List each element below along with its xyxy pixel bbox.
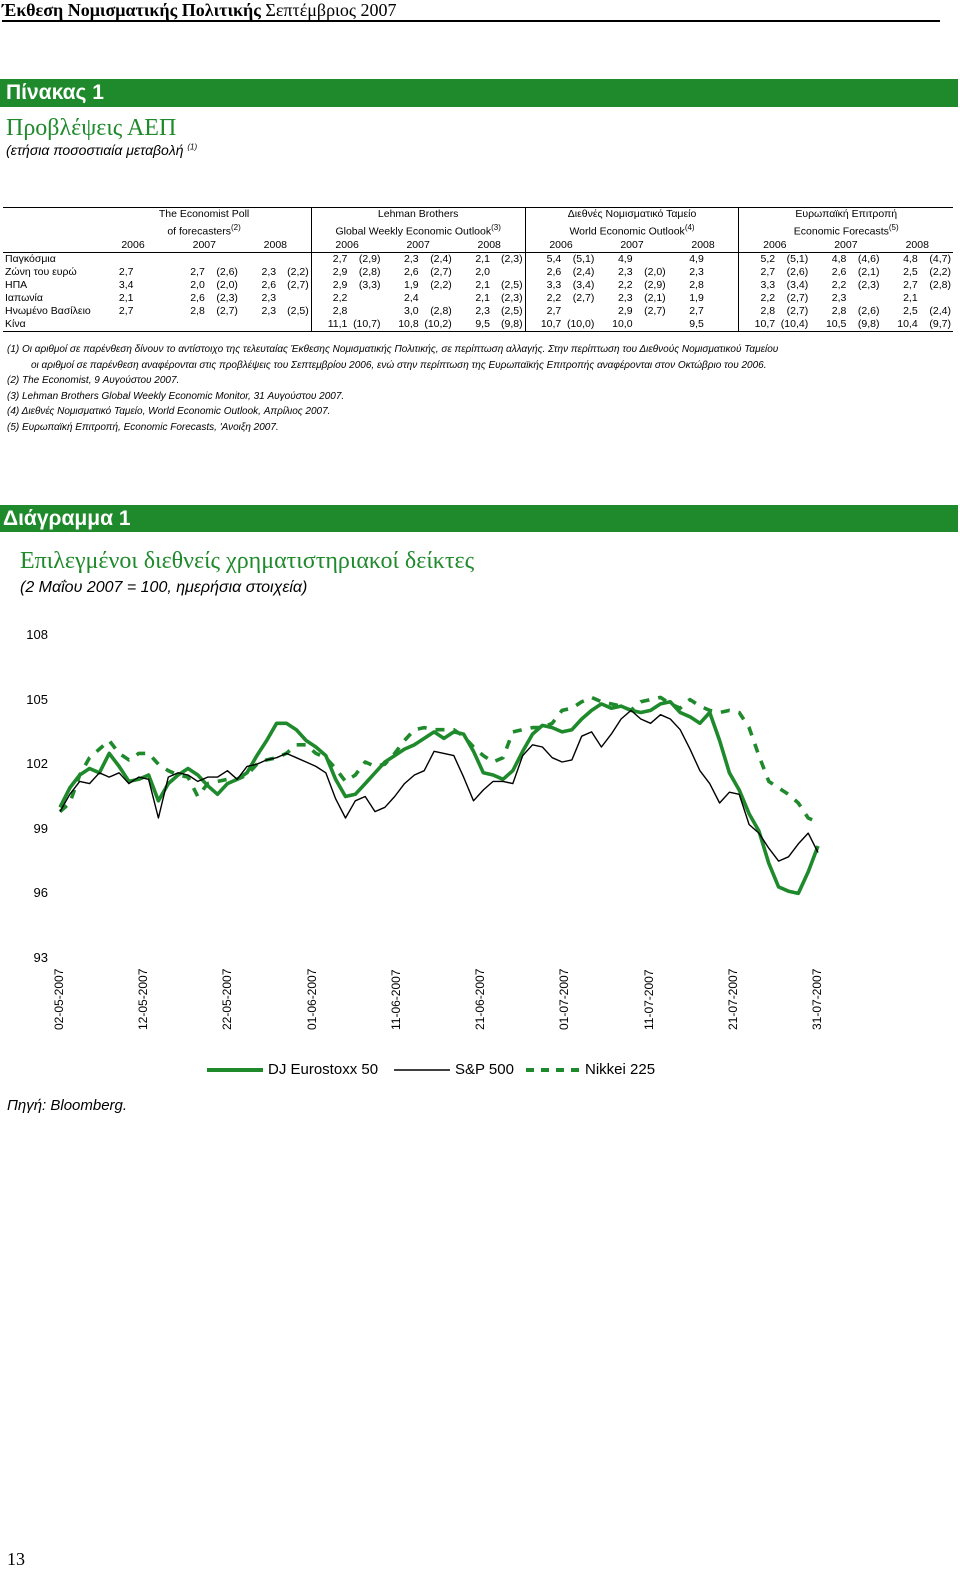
y-tick-label: 99 bbox=[33, 820, 48, 836]
table-prev-value: (2,7) bbox=[786, 291, 809, 304]
table-value: 2,0 bbox=[190, 278, 205, 291]
y-tick-label: 96 bbox=[33, 885, 48, 901]
table-value: 2,6 bbox=[831, 265, 847, 278]
figure-label: Διάγραμμα 1 bbox=[3, 507, 131, 530]
year-header: 2006 bbox=[311, 239, 382, 253]
table-value: 2,1 bbox=[475, 252, 490, 265]
y-tick-label: 105 bbox=[26, 691, 48, 707]
table-value: 3,3 bbox=[739, 279, 777, 292]
table-value: 3,3 bbox=[525, 279, 563, 292]
table-value: 2,3 bbox=[475, 304, 490, 317]
table-prev-value: (9,8) bbox=[848, 318, 881, 332]
table-value: 2,3 bbox=[404, 252, 419, 265]
table-prev-value: (2,1) bbox=[644, 291, 666, 304]
note-2: (2) The Economist, 9 Αυγούστου 2007. bbox=[7, 375, 180, 387]
figure-source: Πηγή: Bloomberg. bbox=[7, 1097, 128, 1114]
legend-nikkei-label: Nikkei 225 bbox=[585, 1061, 656, 1078]
table-value: 2,2 bbox=[831, 278, 847, 291]
table-value: 9,5 bbox=[668, 318, 706, 332]
table-value: 2,9 bbox=[311, 279, 349, 292]
table-value: 5,4 bbox=[525, 252, 563, 266]
table-value: 2,6 bbox=[525, 266, 563, 279]
row-label: Ιαπωνία bbox=[5, 291, 43, 304]
year-header: 2008 bbox=[240, 239, 311, 253]
legend-nikkei-swatch bbox=[522, 1063, 582, 1077]
table-value: 10,7 bbox=[739, 318, 777, 332]
table-prev-value: (2,4) bbox=[929, 304, 951, 317]
note-1-cont: οι αριθμοί σε παρένθεση αναφέρονται στις προβλέψεις του Σεπτεμβρίου 2006, ενώ στην περίπτωση της Ευρωπαϊκής Επιτροπής αναφέρονται στον Οκτώβριο του 2006. bbox=[31, 359, 767, 371]
table-value: 2,1 bbox=[475, 291, 490, 304]
source-name: Lehman Brothers bbox=[311, 208, 525, 222]
table-prev-value: (2,3) bbox=[501, 291, 523, 304]
table-prev-value: (2,8) bbox=[358, 265, 381, 278]
table-prev-value: (2,7) bbox=[644, 304, 666, 317]
source-subtitle-text: World Economic Outlook bbox=[569, 225, 685, 238]
report-title: Έκθεση Νομισματικής Πολιτικής bbox=[2, 0, 261, 20]
figure-subtitle: (2 Μαΐου 2007 = 100, ημερήσια στοιχεία) bbox=[20, 579, 308, 596]
source-note-ref: (5) bbox=[888, 223, 899, 232]
table-prev-value: (2,4) bbox=[430, 252, 452, 265]
table-value: 10,7 bbox=[525, 318, 563, 332]
source-note-ref: (2) bbox=[230, 223, 241, 232]
table-value: 2,8 bbox=[311, 305, 349, 318]
table-value: 2,3 bbox=[261, 265, 277, 278]
table-value: 2,9 bbox=[311, 266, 349, 279]
table-prev-value: (2,2) bbox=[287, 265, 309, 278]
x-tick-label: 11-06-2007 bbox=[388, 969, 403, 1030]
table-prev-value: (2,3) bbox=[857, 278, 880, 291]
table-prev-value: (2,9) bbox=[644, 278, 666, 291]
source-note-ref: (4) bbox=[684, 223, 695, 232]
table-prev-value: (2,5) bbox=[287, 304, 309, 317]
table-prev-value: (2,6) bbox=[216, 265, 238, 278]
source-note-ref: (3) bbox=[491, 223, 501, 232]
x-tick-label: 21-07-2007 bbox=[725, 968, 740, 1030]
table-value: 2,2 bbox=[311, 292, 349, 305]
table-value: 10,8 bbox=[383, 318, 421, 332]
table-prev-value: (3,3) bbox=[358, 278, 381, 291]
table-value: 4,9 bbox=[617, 252, 633, 265]
year-header: 2008 bbox=[882, 239, 953, 253]
table-value: 2,8 bbox=[190, 304, 205, 317]
table-prev-value: (2,7) bbox=[786, 304, 809, 317]
table-prev-value: (2,8) bbox=[929, 278, 951, 291]
table-value: 2,6 bbox=[190, 291, 205, 304]
x-tick-label: 31-07-2007 bbox=[810, 968, 824, 1030]
table-prev-value: (10,7) bbox=[349, 318, 382, 332]
table-prev-value: (2,7) bbox=[287, 278, 309, 291]
table-value: 2,6 bbox=[404, 265, 419, 278]
table-prev-value: (2,2) bbox=[430, 278, 452, 291]
table-prev-value: (4,6) bbox=[857, 252, 880, 265]
table-prev-value: (9,7) bbox=[920, 318, 953, 332]
table-value: 2,6 bbox=[261, 278, 277, 291]
source-subtitle-text: Global Weekly Economic Outlook bbox=[335, 225, 492, 238]
year-header: 2006 bbox=[525, 239, 596, 253]
source-subtitle-text: Economic Forecasts bbox=[793, 225, 889, 238]
table-prev-value: (2,4) bbox=[572, 265, 595, 278]
table-prev-value: (4,7) bbox=[929, 252, 951, 265]
table-value: 2,1 bbox=[903, 291, 918, 304]
year-header: 2007 bbox=[596, 239, 667, 253]
table-prev-value: (2,7) bbox=[430, 265, 452, 278]
source-name: Διεθνές Νομισματικό Ταμείο bbox=[525, 208, 739, 222]
table-prev-value: (2,3) bbox=[216, 291, 238, 304]
table-value: 2,7 bbox=[739, 266, 777, 279]
table-value: 5,2 bbox=[739, 252, 777, 266]
year-header: 2007 bbox=[810, 239, 881, 253]
table-value: 2,7 bbox=[903, 278, 918, 291]
table-prev-value: (2,7) bbox=[572, 291, 595, 304]
year-header: 2008 bbox=[668, 239, 739, 253]
report-date: Σεπτέμβριος 2007 bbox=[265, 0, 397, 20]
year-header: 2008 bbox=[454, 239, 525, 253]
table-value: 10,5 bbox=[810, 318, 848, 332]
note-3: (3) Lehman Brothers Global Weekly Economic Monitor, 31 Αυγούστου 2007. bbox=[7, 390, 345, 402]
table-prev-value: (2,1) bbox=[857, 265, 880, 278]
row-label: Ζώνη του ευρώ bbox=[5, 265, 77, 278]
table-value: 2,9 bbox=[617, 304, 633, 317]
table-value: 9,5 bbox=[454, 318, 492, 332]
table-value: 2,2 bbox=[617, 278, 633, 291]
table-prev-value: (10,0) bbox=[563, 318, 596, 332]
table-prev-value: (5,1) bbox=[572, 252, 595, 265]
note-5: (5) Ευρωπαϊκή Επιτροπή, Economic Forecasts, 'Ανοιξη 2007. bbox=[7, 421, 279, 433]
x-tick-label: 22-05-2007 bbox=[220, 968, 235, 1030]
table-value: 2,3 bbox=[831, 291, 847, 304]
table-prev-value: (2,2) bbox=[929, 265, 951, 278]
table-subtitle: (ετήσια ποσοστιαία μεταβολή $^{(1)}$ bbox=[6, 142, 198, 158]
table-value: 2,5 bbox=[903, 265, 918, 278]
legend-eurostoxx-label: DJ Eurostoxx 50 bbox=[268, 1061, 379, 1078]
source-subtitle-text: of forecasters bbox=[167, 225, 231, 238]
table-prev-value: (2,6) bbox=[857, 304, 880, 317]
table-value: 2,7 bbox=[311, 252, 349, 266]
table-value: 3,4 bbox=[118, 278, 134, 291]
table-prev-value: (3,4) bbox=[786, 278, 809, 291]
table-value: 2,5 bbox=[903, 304, 918, 317]
table-prev-value: (2,0) bbox=[216, 278, 238, 291]
x-tick-label: 02-05-2007 bbox=[52, 968, 66, 1030]
table-value: 2,7 bbox=[689, 304, 704, 317]
table-value: 11,1 bbox=[311, 318, 349, 332]
table-value: 4,8 bbox=[831, 252, 847, 265]
table-prev-value: (9,8) bbox=[492, 318, 525, 332]
legend-eurostoxx-swatch bbox=[205, 1063, 265, 1077]
table-value: 2,3 bbox=[261, 291, 277, 304]
table-prev-value: (2,8) bbox=[430, 304, 452, 317]
year-header: 2006 bbox=[739, 239, 810, 253]
table-prev-value: (2,5) bbox=[501, 304, 523, 317]
row-label: Ηνωμένο Βασίλειο bbox=[5, 304, 91, 317]
x-tick-label: 01-06-2007 bbox=[304, 968, 319, 1030]
table-prev-value: (2,0) bbox=[644, 265, 666, 278]
table-value: 2,8 bbox=[739, 305, 777, 318]
x-tick-label: 11-07-2007 bbox=[641, 969, 656, 1030]
row-label: ΗΠΑ bbox=[5, 278, 28, 291]
table-prev-value: (2,6) bbox=[786, 265, 809, 278]
table-prev-value: (2,9) bbox=[358, 252, 381, 265]
table-value: 10,4 bbox=[882, 318, 920, 332]
table-value: 2,1 bbox=[475, 278, 490, 291]
table-value: 2,8 bbox=[831, 304, 847, 317]
table-value: 1,9 bbox=[689, 291, 704, 304]
table-value: 2,3 bbox=[617, 265, 633, 278]
year-header: 2007 bbox=[383, 239, 454, 253]
table-value: 1,9 bbox=[404, 278, 419, 291]
table-value: 4,9 bbox=[689, 252, 704, 265]
table-value: 4,8 bbox=[903, 252, 918, 265]
source-name: The Economist Poll bbox=[97, 208, 311, 222]
legend-sp500-label: S&P 500 bbox=[455, 1061, 514, 1078]
y-tick-label: 102 bbox=[26, 756, 48, 772]
table-value: 2,7 bbox=[190, 265, 205, 278]
table-prev-value: (3,4) bbox=[572, 278, 595, 291]
year-header: 2007 bbox=[169, 239, 240, 253]
table-prev-value: (10,4) bbox=[777, 318, 810, 332]
figure-title: Επιλεγμένοι διεθνείς χρηματιστηριακοί δείκτες bbox=[20, 548, 475, 574]
y-tick-label: 108 bbox=[26, 627, 48, 642]
table-value: 2,7 bbox=[118, 304, 134, 317]
table-value: 2,8 bbox=[689, 278, 704, 291]
note-4: (4) Διεθνές Νομισματικό Ταμείο, World Economic Outlook, Απρίλιος 2007. bbox=[7, 406, 331, 418]
x-tick-label: 01-07-2007 bbox=[557, 968, 572, 1030]
table-value: 2,3 bbox=[261, 304, 277, 317]
table-prev-value: (2,7) bbox=[216, 304, 238, 317]
table-value: 2,7 bbox=[118, 265, 134, 278]
table-prev-value: (10,2) bbox=[421, 318, 454, 332]
row-label: Παγκόσμια bbox=[5, 252, 56, 265]
x-tick-label: 21-06-2007 bbox=[473, 968, 488, 1030]
table-label: Πίνακας 1 bbox=[6, 81, 104, 104]
x-tick-label: 12-05-2007 bbox=[136, 968, 151, 1030]
table-title: Προβλέψεις ΑΕΠ bbox=[6, 115, 177, 141]
table-prev-value: (2,5) bbox=[501, 278, 523, 291]
table-value: 2,4 bbox=[404, 291, 419, 304]
legend-sp500-swatch bbox=[392, 1063, 452, 1077]
table-value: 2,2 bbox=[525, 292, 563, 305]
year-header: 2006 bbox=[97, 239, 168, 253]
y-tick-label: 93 bbox=[33, 950, 48, 965]
row-label: Κίνα bbox=[3, 318, 97, 332]
source-name: Ευρωπαϊκή Επιτροπή bbox=[739, 208, 953, 222]
table-value: 2,3 bbox=[689, 265, 704, 278]
table-value: 2,0 bbox=[475, 265, 490, 278]
table-value: 2,2 bbox=[739, 292, 777, 305]
table-value: 10,0 bbox=[596, 318, 634, 332]
page-number: 13 bbox=[7, 1549, 25, 1569]
table-prev-value: (2,3) bbox=[501, 252, 523, 265]
table-value: 2,1 bbox=[118, 291, 134, 304]
table-value: 2,7 bbox=[525, 305, 563, 318]
note-1: (1) Οι αριθμοί σε παρένθεση δίνουν το αντίστοιχο της τελευταίας Έκθεσης Νομισματικής Πολιτικής, σε περίπτωση αλλαγής. Στην περίπτωση του Διεθνούς Νομισματικού Ταμείου bbox=[7, 344, 779, 355]
table-value: 3,0 bbox=[404, 304, 419, 317]
table-prev-value: (5,1) bbox=[786, 252, 809, 265]
table-value: 2,3 bbox=[617, 291, 633, 304]
